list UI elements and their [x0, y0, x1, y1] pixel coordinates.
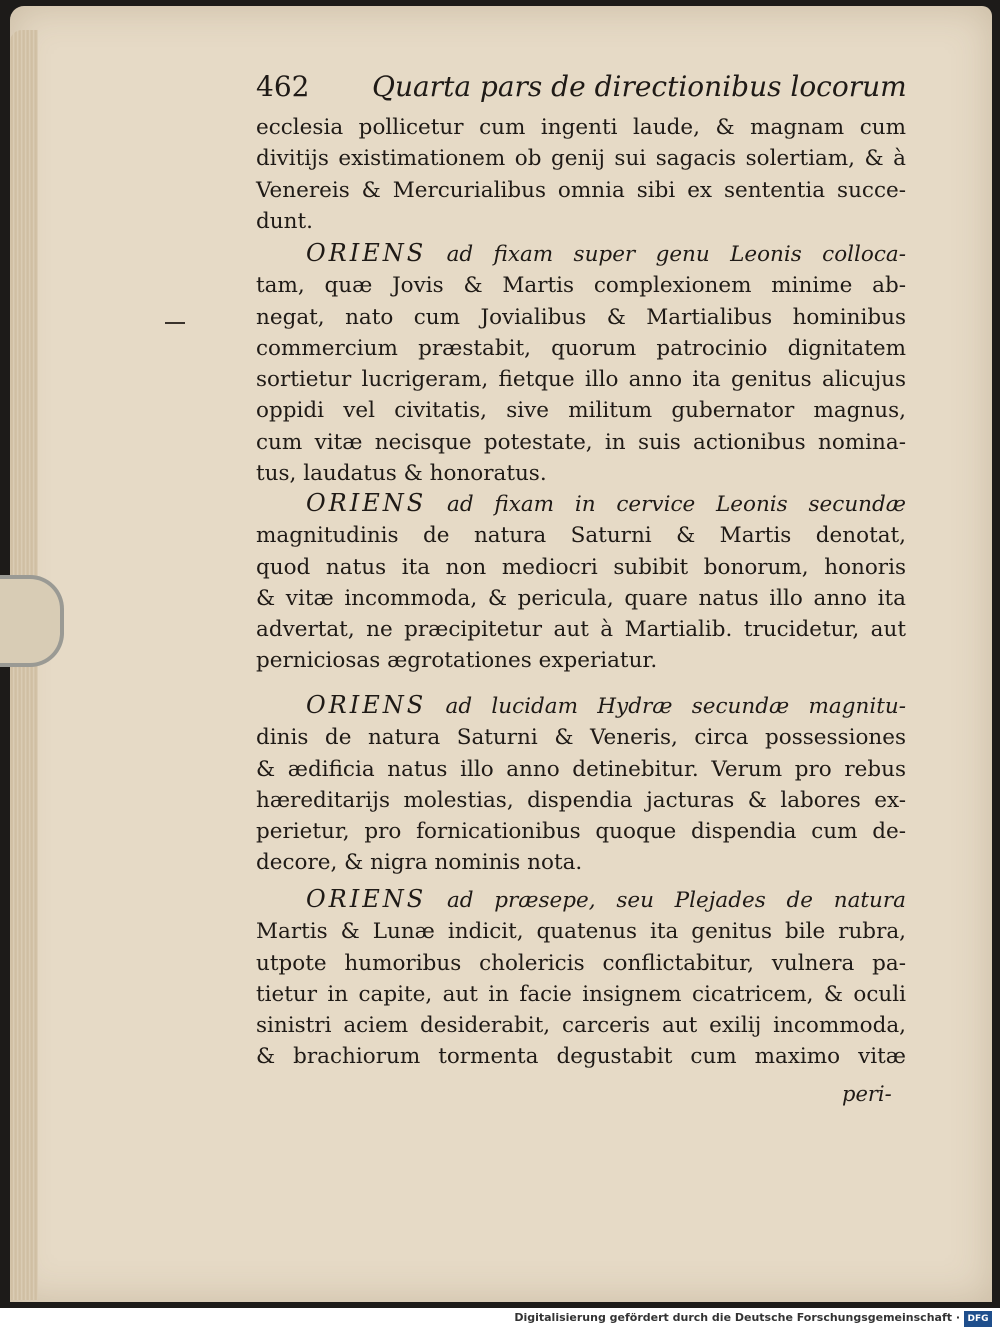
text-line: & ædificia natus illo anno detinebitur. Verum pro rebus [256, 756, 906, 782]
text-line: oppidi vel civitatis, sive militum gubernator magnus, [256, 398, 906, 424]
text-line: perietur, pro fornicationibus quoque dispendia cum de- [256, 819, 906, 845]
text-line: ecclesia pollicetur cum ingenti laude, & magnam cum [256, 115, 906, 140]
text-line: commercium præstabit, quorum patrocinio dignitatem [256, 335, 906, 361]
text-line: sinistri aciem desiderabit, carceris aut exilij incommoda, [256, 1013, 906, 1039]
text-span: ad præsepe, seu Plejades de natura [446, 888, 906, 913]
oriens-heading: ORIENS [306, 885, 427, 913]
funding-credit: Digitalisierung gefördert durch die Deutsche Forschungsgemeinschaft · [514, 1311, 960, 1324]
text-line: Martis & Lunæ indicit, quatenus ita genitus bile rubra, [256, 919, 906, 945]
catchword: peri- [842, 1082, 892, 1106]
paragraph-1 [256, 112, 906, 237]
text-line [256, 690, 906, 722]
text-line: sortietur lucrigeram, fietque illo anno ita genitus alicujus [256, 367, 906, 393]
footer-bar [0, 1308, 1000, 1332]
text-line: perniciosas ægrotationes experiatur. [256, 648, 658, 674]
text-span: ad fixam in cervice Leonis secundæ [447, 492, 906, 517]
text-line: divitijs existimationem ob genij sui sagacis solertiam, & à [256, 146, 906, 172]
paragraph-3 [256, 488, 906, 677]
text-line: tietur in capite, aut in facie insignem cicatricem, & oculi [256, 981, 906, 1007]
text-line: cum vitæ necisque potestate, in suis actionibus nomina- [256, 429, 906, 455]
text-line [256, 488, 906, 520]
text-line: negat, nato cum Jovialibus & Martialibus hominibus [256, 304, 906, 330]
running-title: Quarta pars de directionibus locorum [372, 70, 907, 103]
margin-mark [165, 322, 185, 324]
paragraph-4 [256, 690, 906, 879]
text-line: hæreditarijs molestias, dispendia jacturas & labores ex- [256, 787, 906, 813]
text-line: tus, laudatus & honoratus. [256, 461, 547, 487]
oriens-heading: ORIENS [306, 489, 427, 517]
text-line: decore, & nigra nominis nota. [256, 850, 583, 876]
text-line: dinis de natura Saturni & Veneris, circa possessiones [256, 725, 906, 751]
paragraph-2 [256, 238, 906, 489]
page-number: 462 [256, 70, 310, 103]
dfg-logo-icon: DFG [964, 1311, 992, 1327]
text-line: dunt. [256, 208, 313, 234]
page-header [256, 70, 907, 110]
text-line: quod natus ita non mediocri subibit bonorum, honoris [256, 554, 906, 580]
text-span: ad lucidam Hydræ secundæ magnitu- [445, 694, 906, 719]
text-line: Venereis & Mercurialibus omnia sibi ex sententia succe- [256, 177, 906, 203]
text-line [256, 884, 906, 916]
text-line: utpote humoribus cholericis conflictabitur, vulnera pa- [256, 950, 906, 976]
text-line: & brachiorum tormenta degustabit cum maximo vitæ [256, 1044, 906, 1070]
text-line: tam, quæ Jovis & Martis complexionem minime ab- [256, 273, 906, 299]
text-line [256, 238, 906, 270]
oriens-heading: ORIENS [306, 239, 427, 267]
text-line: advertat, ne præcipitetur aut à Martialib. trucidetur, aut [256, 617, 906, 643]
paragraph-5 [256, 884, 906, 1073]
text-line: & vitæ incommoda, & pericula, quare natus illo anno ita [256, 585, 906, 611]
text-span: ad fixam super genu Leonis colloca- [446, 242, 906, 267]
bookmark-tab [0, 575, 64, 667]
text-line: magnitudinis de natura Saturni & Martis denotat, [256, 523, 906, 549]
oriens-heading: ORIENS [306, 691, 427, 719]
